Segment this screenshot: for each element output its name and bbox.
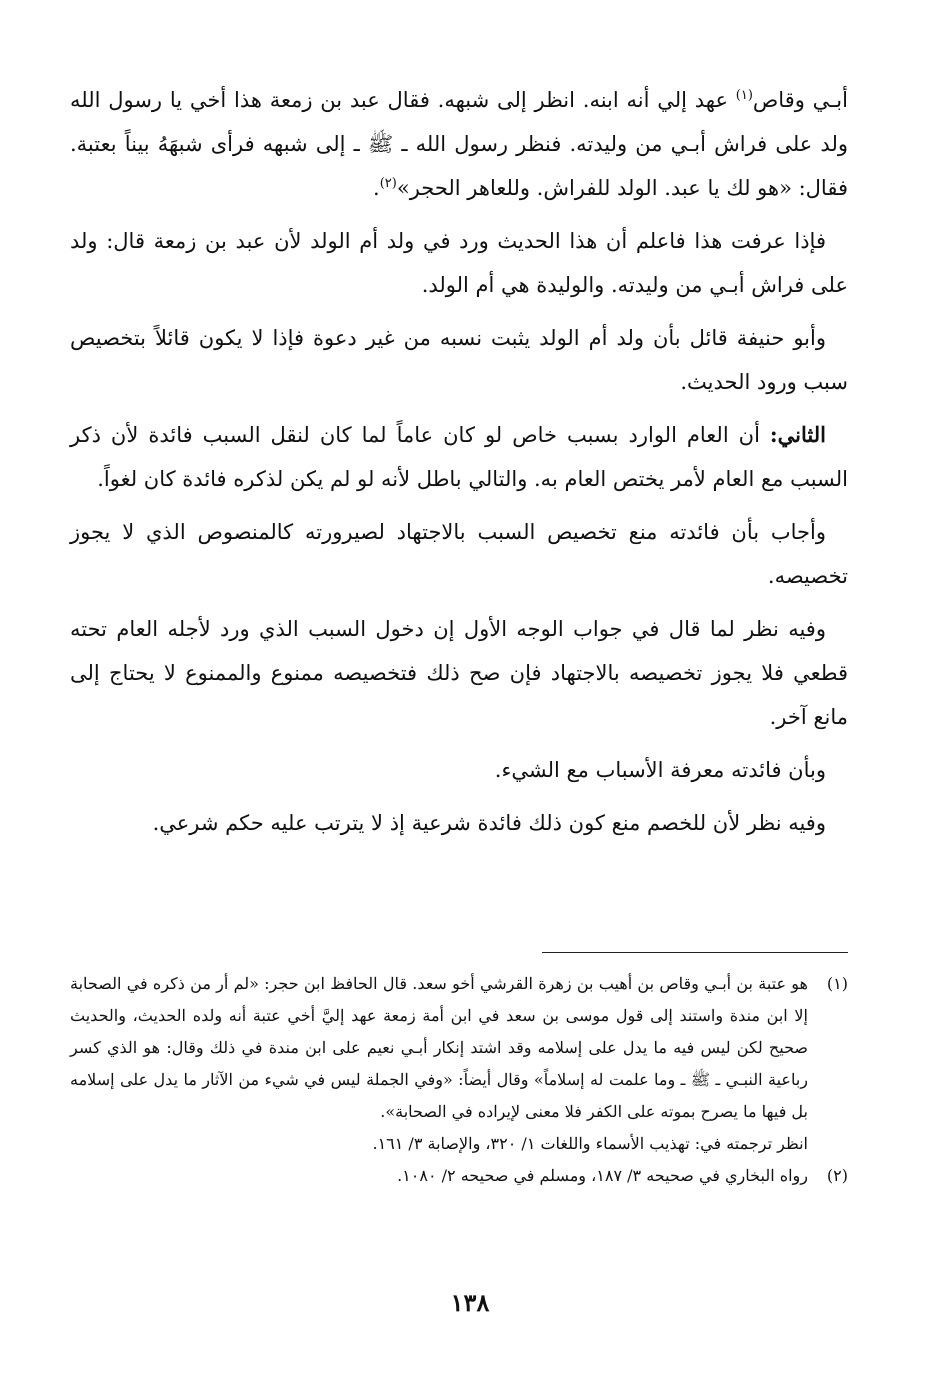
paragraph-1: [70, 78, 848, 210]
footnote-text: رواه البخاري في صحيحه ٣/ ١٨٧، ومسلم في صحيحه ٢/ ١٠٨٠.: [397, 1166, 808, 1185]
section-lead: الثاني:: [769, 422, 826, 447]
footnote-number: (١): [826, 974, 848, 993]
paragraph-8: وفيه نظر لأن للخصم منع كون ذلك فائدة شرعية إذ لا يترتب عليه حكم شرعي.: [152, 811, 826, 835]
paragraph-text: عهد إلي أنه ابنه. انظر إلى شبهه. فقال عبد بن زمعة هذا أخي يا رسول الله ولد على فراش أبـي من وليدته. فنظر رسول الله ـ ﷺ ـ إلى شبهه فرأى شبهَهُ بيناً بعتبة. فقال: «هو لك يا عبد. الولد للفراش. وللعاهر الحجر»: [70, 88, 848, 200]
paragraph-6: وفيه نظر لما قال في جواب الوجه الأول إن دخول السبب الذي ورد لأجله العام تحته قطعي فلا يجوز تخصيصه بالاجتهاد فإن صح ذلك فتخصيصه ممنوع والممنوع لا يحتاج إلى مانع آخر.: [70, 617, 848, 729]
paragraph-text: أن العام الوارد بسبب خاص لو كان عاماً لما كان لنقل السبب فائدة لأن ذكر السبب مع العام لأمر يختص العام به. والتالي باطل لأنه لو لم يكن لذكره فائدة كان لغواً.: [70, 423, 848, 491]
paragraph-7: وبأن فائدته معرفة الأسباب مع الشيء.: [494, 758, 826, 782]
page-number: ١٣٨: [450, 1288, 490, 1317]
footnote-1-reference: انظر ترجمته في: تهذيب الأسماء واللغات ١/ ٣٢٠، والإصابة ٣/ ١٦١.: [372, 1134, 808, 1153]
footnotes: [70, 968, 848, 1192]
footnote-text: هو عتبة بن أبـي وقاص بن أهيب بن زهرة القرشي أخو سعد. قال الحافظ ابن حجر: «لم أر من ذكره في الصحابة إلا ابن مندة واستند إلى قول موسى بن سعد في ابن أمة زمعة عهد إليَّ أخي عتبة أنه ولده الحديث، والحديث صحيح لكن ليس فيه ما يدل على إسلامه وقد اشتد إنكار أبـي نعيم على ابن مندة في ذلك وقال: هو الذي كسر رباعية النبـي ـ ﷺ ـ وما علمت له إسلاماً» وقال أيضاً: «وفي الجملة ليس في شيء من الآثار ما يدل على إسلامه بل فيها ما يصرح بموته على الكفر فلا معنى لإيراده في الصحابة».: [70, 974, 809, 1121]
footnote-1: [70, 968, 848, 1128]
paragraph-2: فإذا عرفت هذا فاعلم أن هذا الحديث ورد في ولد أم الولد لأن عبد بن زمعة قال: ولد على فراش أبـي من وليدته. والوليدة هي أم الولد.: [70, 229, 848, 297]
paragraph-3: وأبو حنيفة قائل بأن ولد أم الولد يثبت نسبه من غير دعوة فإذا لا يكون قائلاً بتخصيص سبب ورود الحديث.: [70, 326, 848, 394]
paragraph-text: أبـي وقاص: [752, 88, 848, 112]
paragraph-text: .: [373, 176, 380, 200]
footnote-ref-1[interactable]: (١): [735, 88, 753, 103]
paragraph-5: وأجاب بأن فائدته منع تخصيص السبب بالاجتهاد لصيرورته كالمنصوص الذي لا يجوز تخصيصه.: [70, 520, 848, 588]
footnote-divider: [542, 952, 848, 953]
paragraph-4: [70, 413, 848, 501]
main-text: [70, 78, 848, 854]
footnote-ref-2[interactable]: (٢): [379, 176, 397, 191]
footnote-number: (٢): [826, 1166, 848, 1185]
footnote-2: [70, 1160, 848, 1192]
